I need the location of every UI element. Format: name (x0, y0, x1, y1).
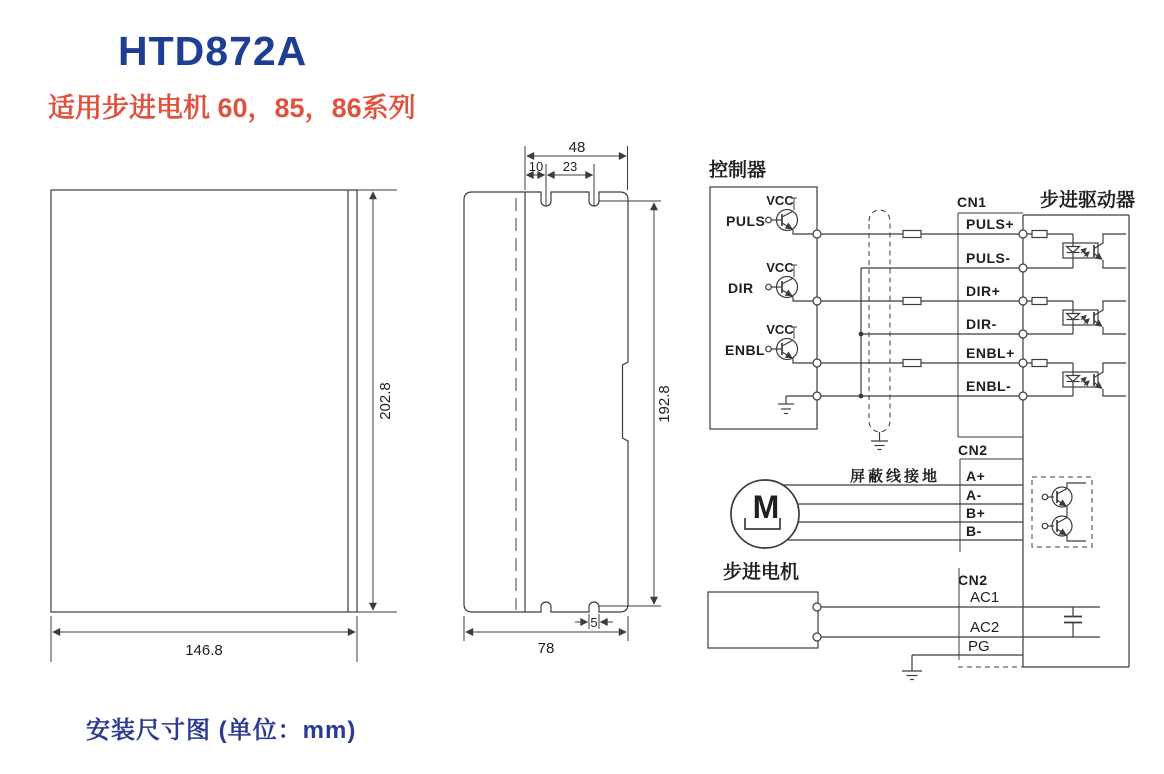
terminal (813, 359, 821, 367)
controller-title: 控制器 (709, 160, 767, 181)
pin-label-a-minus: A- (966, 487, 982, 503)
cn2-power-label: CN2 (958, 572, 988, 588)
terminal (1019, 297, 1027, 305)
optocoupler-enbl (1023, 360, 1126, 397)
resistor (903, 298, 921, 305)
resistor (1032, 298, 1047, 305)
resistor (1032, 231, 1047, 238)
optocoupler-dir (1023, 298, 1126, 335)
cn1-label: CN1 (957, 194, 987, 210)
resistor (1032, 360, 1047, 367)
cn2-power-connector (958, 568, 999, 660)
cn1-connector (957, 194, 1023, 437)
page-subtitle: 适用步进电机 60，85，86系列 (48, 93, 416, 123)
pin-label-puls-plus: PULS+ (966, 216, 1015, 232)
vcc-label-3: VCC (766, 322, 794, 337)
terminal (813, 633, 821, 641)
cn2-motor-label: CN2 (958, 442, 988, 458)
pin-label-ac1: AC1 (970, 589, 1000, 606)
wiring-diagram (708, 158, 1135, 680)
input-label-enbl: ENBL (725, 342, 766, 358)
terminal (1019, 330, 1027, 338)
vcc-label-1: VCC (766, 193, 794, 208)
pin-label-puls-minus: PULS- (966, 250, 1011, 266)
input-label-puls: PULS (726, 213, 766, 229)
pin-label-b-plus: B+ (966, 505, 986, 521)
terminal (813, 297, 821, 305)
terminal (813, 603, 821, 611)
capacitor (1064, 607, 1082, 637)
dim-slot-width: 5 (590, 615, 598, 630)
pin-label-b-minus: B- (966, 523, 982, 539)
dim-front-height: 202.8 (377, 382, 394, 420)
dim-hole-height: 192.8 (656, 385, 673, 423)
dim-hole-offset: 10 (528, 159, 544, 174)
motor-title: 步进电机 (723, 562, 800, 583)
terminal (1019, 230, 1027, 238)
vcc-label-2: VCC (766, 260, 794, 275)
pin-label-pg: PG (968, 638, 990, 655)
pin-label-dir-minus: DIR- (966, 316, 997, 332)
output-stage (1032, 477, 1092, 547)
pin-label-enbl-plus: ENBL+ (966, 345, 1015, 361)
driver-title: 步进驱动器 (1040, 190, 1136, 211)
side-view (464, 139, 673, 657)
optocoupler-puls (1023, 231, 1126, 269)
resistor (903, 360, 921, 367)
pin-label-enbl-minus: ENBL- (966, 378, 1012, 394)
pin-label-dir-plus: DIR+ (966, 283, 1001, 299)
power-supply (708, 592, 1100, 680)
front-view (51, 190, 397, 662)
terminal (813, 392, 821, 400)
input-label-dir: DIR (728, 280, 754, 296)
dim-side-bottom-width: 78 (537, 640, 555, 657)
terminal (1019, 392, 1027, 400)
terminal (1019, 264, 1027, 272)
pin-label-a-plus: A+ (966, 468, 986, 484)
controller-box (709, 158, 817, 429)
terminal (1019, 359, 1027, 367)
pin-label-ac2: AC2 (970, 619, 1000, 636)
motor-symbol: M (752, 489, 780, 525)
controller-ground-symbol (778, 396, 817, 414)
resistor (903, 231, 921, 238)
terminal (813, 230, 821, 238)
dim-side-top-width: 48 (568, 139, 586, 156)
drawing-caption: 安装尺寸图 (单位：mm) (86, 717, 357, 744)
shield-ground-label: 屏蔽线接地 (850, 468, 941, 485)
shield-cable (869, 210, 890, 449)
dim-front-width: 146.8 (185, 642, 223, 659)
dim-hole-pitch: 23 (562, 159, 578, 174)
page-title: HTD872A (118, 28, 308, 74)
cn2-motor-connector (958, 442, 1023, 552)
power-source-box (708, 592, 818, 648)
